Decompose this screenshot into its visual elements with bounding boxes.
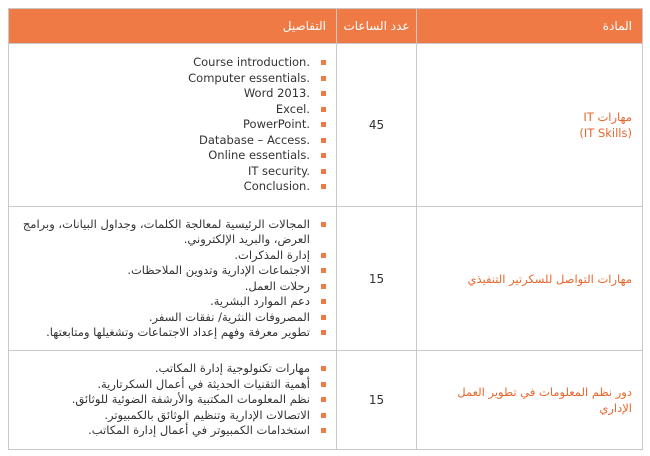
list-item: رحلات العمل.: [15, 279, 326, 295]
list-item: الاتصالات الإدارية وتنظيم الوثائق بالكمبيوتر.: [15, 408, 326, 424]
list-item: المجالات الرئيسية لمعالجة الكلمات، وجداول البيانات، وبرامج العرض، والبريد الإلكتروني.: [15, 217, 326, 248]
square-bullet-icon: [321, 284, 326, 289]
course-table: [8, 8, 643, 450]
square-bullet-icon: [321, 330, 326, 335]
list-item: Excel.: [15, 102, 326, 118]
table-row: [9, 44, 643, 207]
subject-title: مهارات IT: [583, 110, 632, 124]
square-bullet-icon: [321, 299, 326, 304]
square-bullet-icon: [321, 60, 326, 65]
list-item: Course introduction.: [15, 55, 326, 71]
details-cell: [9, 351, 337, 450]
list-item: المصروفات النثرية/ نفقات السفر.: [15, 310, 326, 326]
square-bullet-icon: [321, 107, 326, 112]
subject-cell: [417, 207, 643, 351]
square-bullet-icon: [321, 315, 326, 320]
list-item: الاجتماعات الإدارية وتدوين الملاحظات.: [15, 263, 326, 279]
hours-cell: 15: [337, 207, 417, 351]
square-bullet-icon: [321, 268, 326, 273]
square-bullet-icon: [321, 397, 326, 402]
details-list: [15, 55, 326, 195]
list-item: Computer essentials.: [15, 71, 326, 87]
details-cell: [9, 44, 337, 207]
subject-subtitle: (IT Skills): [579, 126, 632, 140]
subject-cell: [417, 44, 643, 207]
subject-title: مهارات التواصل للسكرتير التنفيذي: [467, 271, 632, 286]
header-hours: عدد الساعات: [337, 9, 417, 44]
square-bullet-icon: [321, 122, 326, 127]
list-item: Online essentials.: [15, 148, 326, 164]
list-item: IT security.: [15, 164, 326, 180]
square-bullet-icon: [321, 222, 326, 227]
square-bullet-icon: [321, 253, 326, 258]
details-list: [15, 217, 326, 341]
hours-cell: 45: [337, 44, 417, 207]
square-bullet-icon: [321, 382, 326, 387]
list-item: تطوير معرفة وفهم إعداد الاجتماعات وتشغيلها ومتابعتها.: [15, 325, 326, 341]
table-header-row: [9, 9, 643, 44]
list-item: إدارة المذكرات.: [15, 248, 326, 264]
table-row: [9, 207, 643, 351]
header-details: التفاصيل: [9, 9, 337, 44]
header-subject: المادة: [417, 9, 643, 44]
table-row: [9, 351, 643, 450]
course-table-container: [8, 8, 642, 450]
hours-cell: 15: [337, 351, 417, 450]
list-item: PowerPoint.: [15, 117, 326, 133]
list-item: Conclusion.: [15, 179, 326, 195]
subject-title: دور نظم المعلومات في تطوير العمل الإداري: [457, 385, 632, 415]
list-item: استخدامات الكمبيوتر في أعمال إدارة المكاتب.: [15, 423, 326, 439]
square-bullet-icon: [321, 76, 326, 81]
square-bullet-icon: [321, 184, 326, 189]
list-item: دعم الموارد البشرية.: [15, 294, 326, 310]
list-item: Database – Access.: [15, 133, 326, 149]
list-item: Word 2013.: [15, 86, 326, 102]
square-bullet-icon: [321, 153, 326, 158]
list-item: أهمية التقنيات الحديثة في أعمال السكرتارية.: [15, 377, 326, 393]
details-list: [15, 361, 326, 439]
square-bullet-icon: [321, 138, 326, 143]
details-cell: [9, 207, 337, 351]
list-item: نظم المعلومات المكتبية والأرشفة الضوئية للوثائق.: [15, 392, 326, 408]
square-bullet-icon: [321, 428, 326, 433]
square-bullet-icon: [321, 366, 326, 371]
square-bullet-icon: [321, 91, 326, 96]
square-bullet-icon: [321, 169, 326, 174]
list-item: مهارات تكنولوجية إدارة المكاتب.: [15, 361, 326, 377]
subject-cell: [417, 351, 643, 450]
square-bullet-icon: [321, 413, 326, 418]
